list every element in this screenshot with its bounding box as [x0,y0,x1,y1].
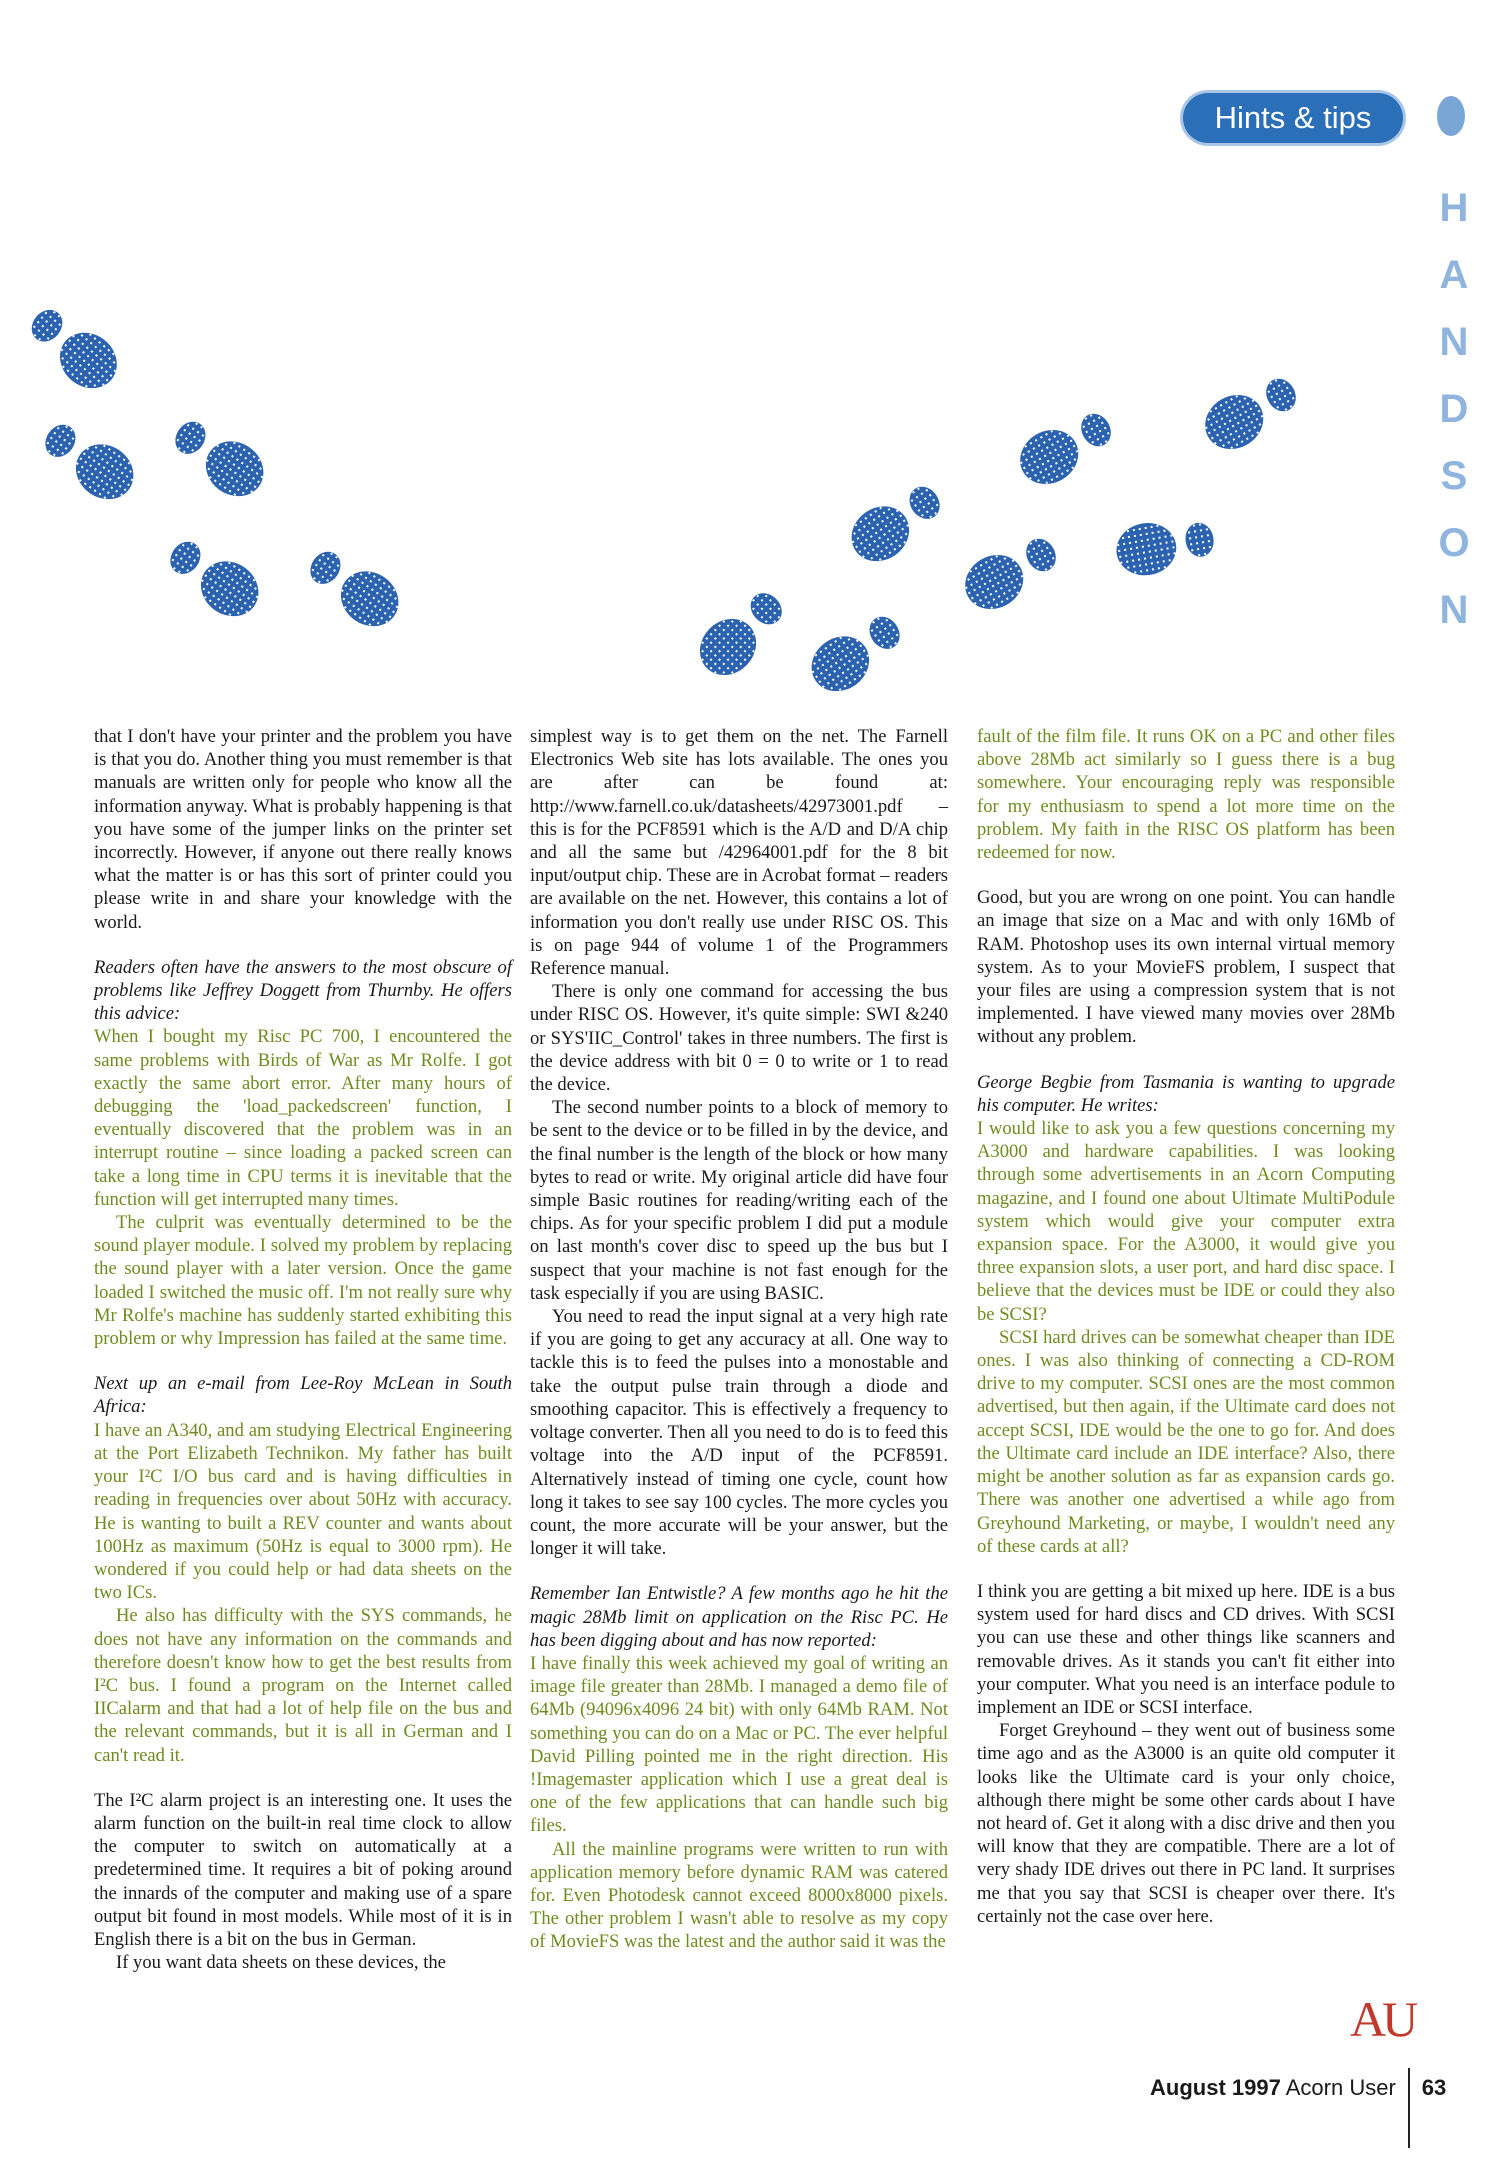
body-paragraph: simplest way is to get them on the net. The Farnell Electronics Web site has lots available. The ones you are after can be found at: http://www.farnell.co.uk/datasheets/42973001.pdf – this is for the PCF8591 which is the A/D and D/A chip and all the same but /42964001.pdf for the 8 bit input/output chip. These are in Acrobat format – readers are available on the net. However, this contains a lot of information you don't really use under RISC OS. This is on page 944 of volume 1 of the Programmers Reference manual. [530,726,948,980]
reader-letter-paragraph: The culprit was eventually determined to be the sound player module. I solved my problem by replacing the sound player with a later version. Once the game loaded I switched the music off. I'm not really sure why Mr Rolfe's machine has suddenly started exhibiting this problem or why Impression has failed at the same time. [94,1212,512,1350]
footprint-icon [34,411,144,510]
footprints-illustration [0,0,1507,700]
letter-intro: George Begbie from Tasmania is wanting to upgrade his computer. He writes: [977,1071,1395,1116]
footprint-icon [841,473,951,572]
side-letter: O [1438,521,1470,565]
letter-intro: Readers often have the answers to the most obscure of problems like Jeffrey Doggett from Thurnby. He offers this advice: [94,956,512,1025]
reader-letter-paragraph: fault of the film file. It runs OK on a PC and other files above 28Mb act similarly so I guess there is a bug somewhere. Your encouraging reply was responsible for my enthusiasm to spend a lot more time on the problem. My faith in the RISC OS platform has been redeemed for now. [977,726,1395,864]
side-letter: N [1439,588,1469,632]
body-paragraph: There is only one command for accessing the bus under RISC OS. However, it's quite simple: SWI &240 or SYS'IIC_Control' takes in three numbers. The first is the device address with bit 0 = 0 to write or 1 to read the device. [530,981,948,1096]
section-badge: Hints & tips [1183,93,1403,143]
magazine-name: Acorn User [1285,2075,1396,2100]
reader-letter-paragraph: I have an A340, and am studying Electrical Engineering at the Port Elizabeth Technikon. My father has built your I²C I/O bus card and is having difficulties in reading in frequencies over about 50Hz with accuracy. He is wanting to built a REV counter and wants about 100Hz as maximum (50Hz is equal to 3000 rpm). He wondered if you could help or had data sheets on the two ICs. [94,1419,512,1604]
article-column-2 [530,725,948,1954]
reader-letter-paragraph: I have finally this week achieved my goal of writing an image file greater than 28Mb. I managed a demo file of 64Mb (94096x4096 24 bit) with only 64Mb RAM. Not something you can do on a Mac or PC. The ever helpful David Pilling pointed me in the right direction. His !Imagemaster application which I use a great deal is one of the few applications that can handle such big files. [530,1652,948,1837]
side-letter: H [1439,186,1469,230]
footprint-icon [159,528,269,627]
reader-letter-paragraph: I would like to ask you a few questions concerning my A3000 and hardware capabilities. I was looking through some advertisements in an Acorn Computing magazine, and I found one about Ultimate MultiPodule system which would give your computer extra expansion space. For the A3000, it would give you three expansion slots, a user port, and hard disc space. I believe that the devices must be IDE or could they also be SCSI? [977,1118,1395,1325]
reader-letter-paragraph: All the mainline programs were written to run with application memory before dynamic RAM was catered for. Even Photodesk cannot exceed 8000x8000 pixels. The other problem I wasn't able to resolve as my copy of MovieFS was the latest and the author said it was the [530,1838,948,1953]
body-paragraph: You need to read the input signal at a very high rate if you are going to get any accuracy at all. One way to tackle this is to feed the pulses into a monostable and take the output pulse train through a diode and smoothing capacitor. This is effectively a frequency to voltage converter. Then all you need to do is to feed this voltage into the A/D input of the PCF8591. Alternatively instead of timing one cycle, count how long it takes to see say 100 cycles. The more cycles you count, the more accurate will be your answer, but the longer it will take. [530,1306,948,1560]
body-paragraph: that I don't have your printer and the problem you have is that you do. Another thing you must remember is that manuals are written only for people who know all the information anyway. What is probably happening is that you have some of the jumper links on the printer set incorrectly. However, if anyone out there really knows what the matter is or has this sort of printer could you please write in and share your knowledge with the world. [94,726,512,933]
acorn-user-logo: AU [1350,1991,1415,2047]
body-paragraph: I think you are getting a bit mixed up here. IDE is a bus system used for hard discs and CD drives. With SCSI you can use these and other things like scanners and removable drives. As it stands you can't fit either into your computer. What you need is an interface podule to implement an IDE or SCSI interface. [977,1580,1395,1718]
side-letter: N [1439,320,1469,364]
article-column-3 [977,725,1395,1928]
page-number: 63 [1421,2075,1447,2100]
footprint-icon [801,603,911,700]
body-paragraph: If you want data sheets on these devices, the [116,1952,446,1974]
side-letter: D [1439,387,1469,431]
footprint-icon [688,581,794,687]
reader-letter-paragraph: When I bought my Risc PC 700, I encountered the same problems with Birds of War as Mr Rolfe. I got exactly the same abort error. After many hours of debugging the 'load_packedscreen' function, I eventually discovered that the problem was in an interrupt routine – since loading a packed screen can take a long time in CPU terms it is inevitable that the function will get interrupted many times. [94,1026,512,1210]
footprint-icon [299,538,409,637]
body-paragraph: The I²C alarm project is an interesting one. It uses the alarm function on the built-in real time clock to allow the computer to switch on automatically at a predetermined time. It requires a bit of poking around the innards of the computer and making use of a spare output bit found in most models. While most of it is in English there is a bit on the bus in German. [94,1789,512,1950]
body-paragraph: The second number points to a block of memory to be sent to the device or to be filled in by the device, and the final number is the length of the block or how many bytes to read or write. My original article did have four simple Basic routines for reading/writing each of the chips. As for your specific problem I did put a module on last month's cover disc to speed up the bus but I suspect that your machine is not fast enough for the task especially if you are using BASIC. [530,1097,948,1304]
footprint-icon [164,408,274,507]
footprint-icon [20,297,128,400]
reader-letter-paragraph: He also has difficulty with the SYS commands, he does not have any information on the commands and therefore doesn't know how to get the best results from I²C bus. I found a program on the Internet called IICalarm and that had a lot of help file on the bus and the relevant commands, but it is all in German and I can't read it. [94,1605,512,1766]
article-column-1 [94,725,512,1974]
letter-intro: Remember Ian Entwistle? A few months ago he hit the magic 28Mb limit on application on the Risc PC. He has been digging about and has now reported: [530,1583,948,1651]
body-paragraph: Forget Greyhound – they went out of business some time ago and as the A3000 is an quite old computer it looks like the Ultimate card is your only choice, although there might be some other cards about I have not heard of. Get it along with a disc drive and then you will know that they are compatible. There are a lot of very shady IDE drives out there in PC land. It surprises me that you say that SCSI is cheaper over there. It's certainly not the case over here. [977,1720,1395,1927]
footprint-icon [955,525,1066,619]
side-letter: S [1440,454,1468,498]
reader-letter-paragraph: SCSI hard drives can be somewhat cheaper than IDE ones. I was also thinking of connecting a CD-ROM drive to my computer. SCSI ones are the most common advertised, but then again, if the Ultimate card does not accept SCSI, IDE would be the one to go for. And does the Ultimate card include an IDE interface? Also, there might be another solution as far as expansion cards go. There was another one advertised a while ago from Greyhound Marketing, or maybe, I wouldn't need any of these cards at all? [977,1326,1395,1557]
letter-intro: Next up an e-mail from Lee-Roy McLean in South Africa: [94,1373,512,1418]
footprint-icon [1195,365,1306,459]
side-letter: A [1439,253,1469,297]
body-paragraph: Good, but you are wrong on one point. You can handle an image that size on a Mac and with only 16Mb of RAM. Photoshop uses its own internal virtual memory system. As to your MovieFS problem, I suspect that your files are using a compression system that is not implemented. I have viewed many movies over 28Mb without any problem. [977,887,1395,1048]
footer-divider [1408,2068,1410,2148]
footprint-icon [1112,512,1218,580]
footprint-icon [1010,400,1121,494]
issue-date: August 1997 [1150,2075,1281,2100]
page-footer [1150,2068,1446,2108]
